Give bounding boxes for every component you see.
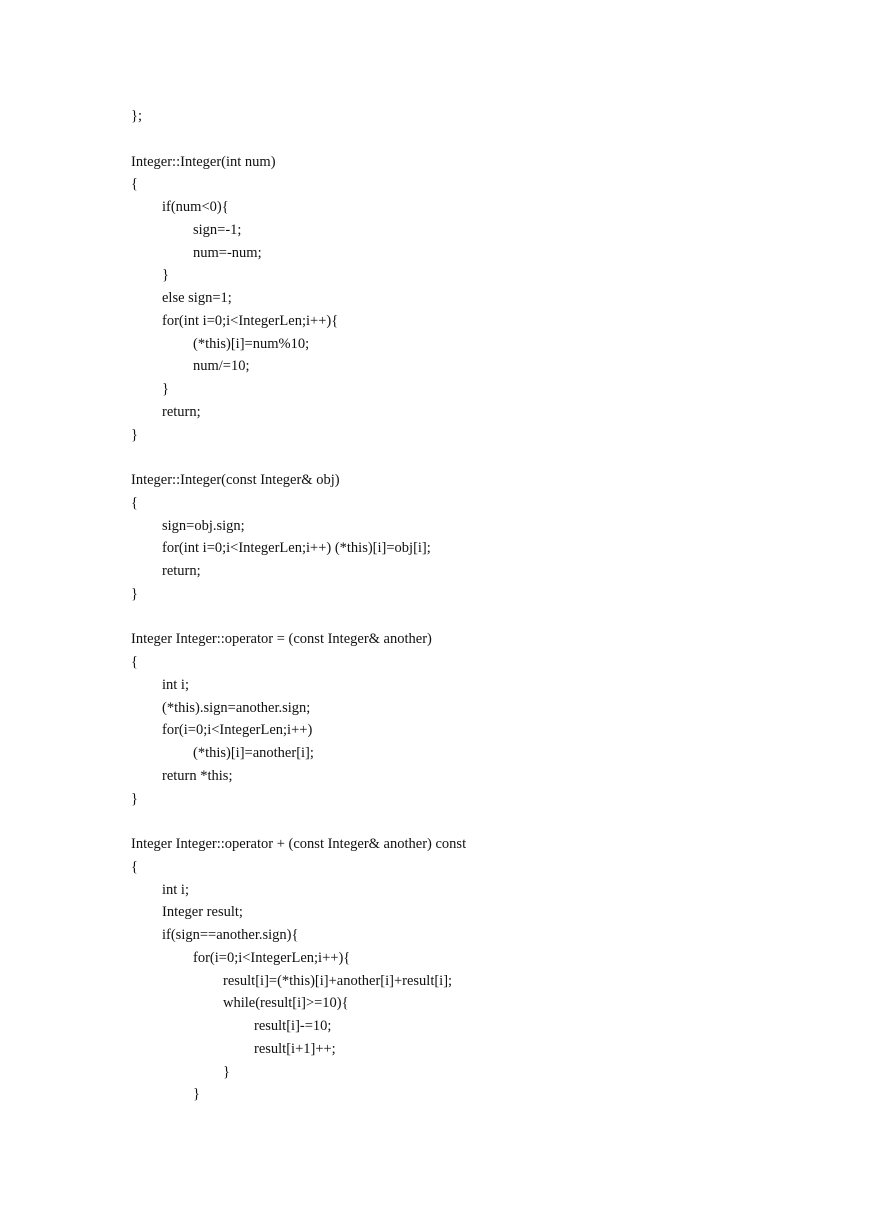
code-line: Integer Integer::operator = (const Integer& another) (131, 631, 432, 648)
code-line: } (223, 1063, 230, 1080)
code-line: { (131, 858, 138, 875)
code-line: int i; (162, 676, 189, 693)
code-line: { (131, 654, 138, 670)
code-line: Integer result; (162, 904, 243, 921)
code-line: sign=obj.sign; (162, 517, 245, 534)
code-line: result[i]-=10; (254, 1018, 332, 1034)
code-line: for(int i=0;i<IntegerLen;i++) (*this)[i]=obj[i]; (162, 540, 431, 557)
code-line: return; (162, 563, 201, 579)
code-line: for(i=0;i<IntegerLen;i++) (162, 722, 313, 739)
code-line: } (131, 790, 138, 807)
code-line: } (131, 426, 138, 443)
code-line (131, 446, 466, 469)
code-line (131, 606, 466, 629)
code-line: Integer Integer::operator + (const Integer& another) const (131, 836, 467, 852)
code-line: } (193, 1086, 200, 1103)
code-line: (*this).sign=another.sign; (162, 699, 311, 716)
code-line: num=-num; (193, 244, 262, 261)
code-line: result[i+1]++; (254, 1040, 336, 1057)
code-line: { (131, 494, 138, 511)
code-line: Integer::Integer(int num) (131, 153, 276, 170)
code-line: sign=-1; (193, 221, 242, 238)
code-line: } (162, 381, 169, 397)
code-line: int i; (162, 881, 189, 898)
code-line: while(result[i]>=10){ (223, 995, 349, 1012)
code-line (131, 128, 466, 151)
code-line (131, 810, 466, 833)
code-line: Integer::Integer(const Integer& obj) (131, 472, 340, 488)
code-line: result[i]=(*this)[i]+another[i]+result[i]; (223, 972, 453, 989)
code-line: (*this)[i]=another[i]; (193, 745, 314, 761)
code-line: } (162, 267, 169, 284)
code-listing (131, 105, 466, 1106)
code-line: if(num<0){ (162, 199, 229, 215)
code-line: num/=10; (193, 358, 250, 375)
code-line: (*this)[i]=num%10; (193, 335, 310, 352)
code-line: return *this; (162, 767, 233, 784)
code-line: } (131, 585, 138, 602)
code-line: for(int i=0;i<IntegerLen;i++){ (162, 312, 339, 329)
code-line: { (131, 176, 138, 193)
code-line: return; (162, 403, 201, 420)
code-line: else sign=1; (162, 290, 232, 306)
code-line: if(sign==another.sign){ (162, 927, 299, 943)
code-line: for(i=0;i<IntegerLen;i++){ (193, 949, 351, 966)
code-line: }; (131, 108, 142, 124)
